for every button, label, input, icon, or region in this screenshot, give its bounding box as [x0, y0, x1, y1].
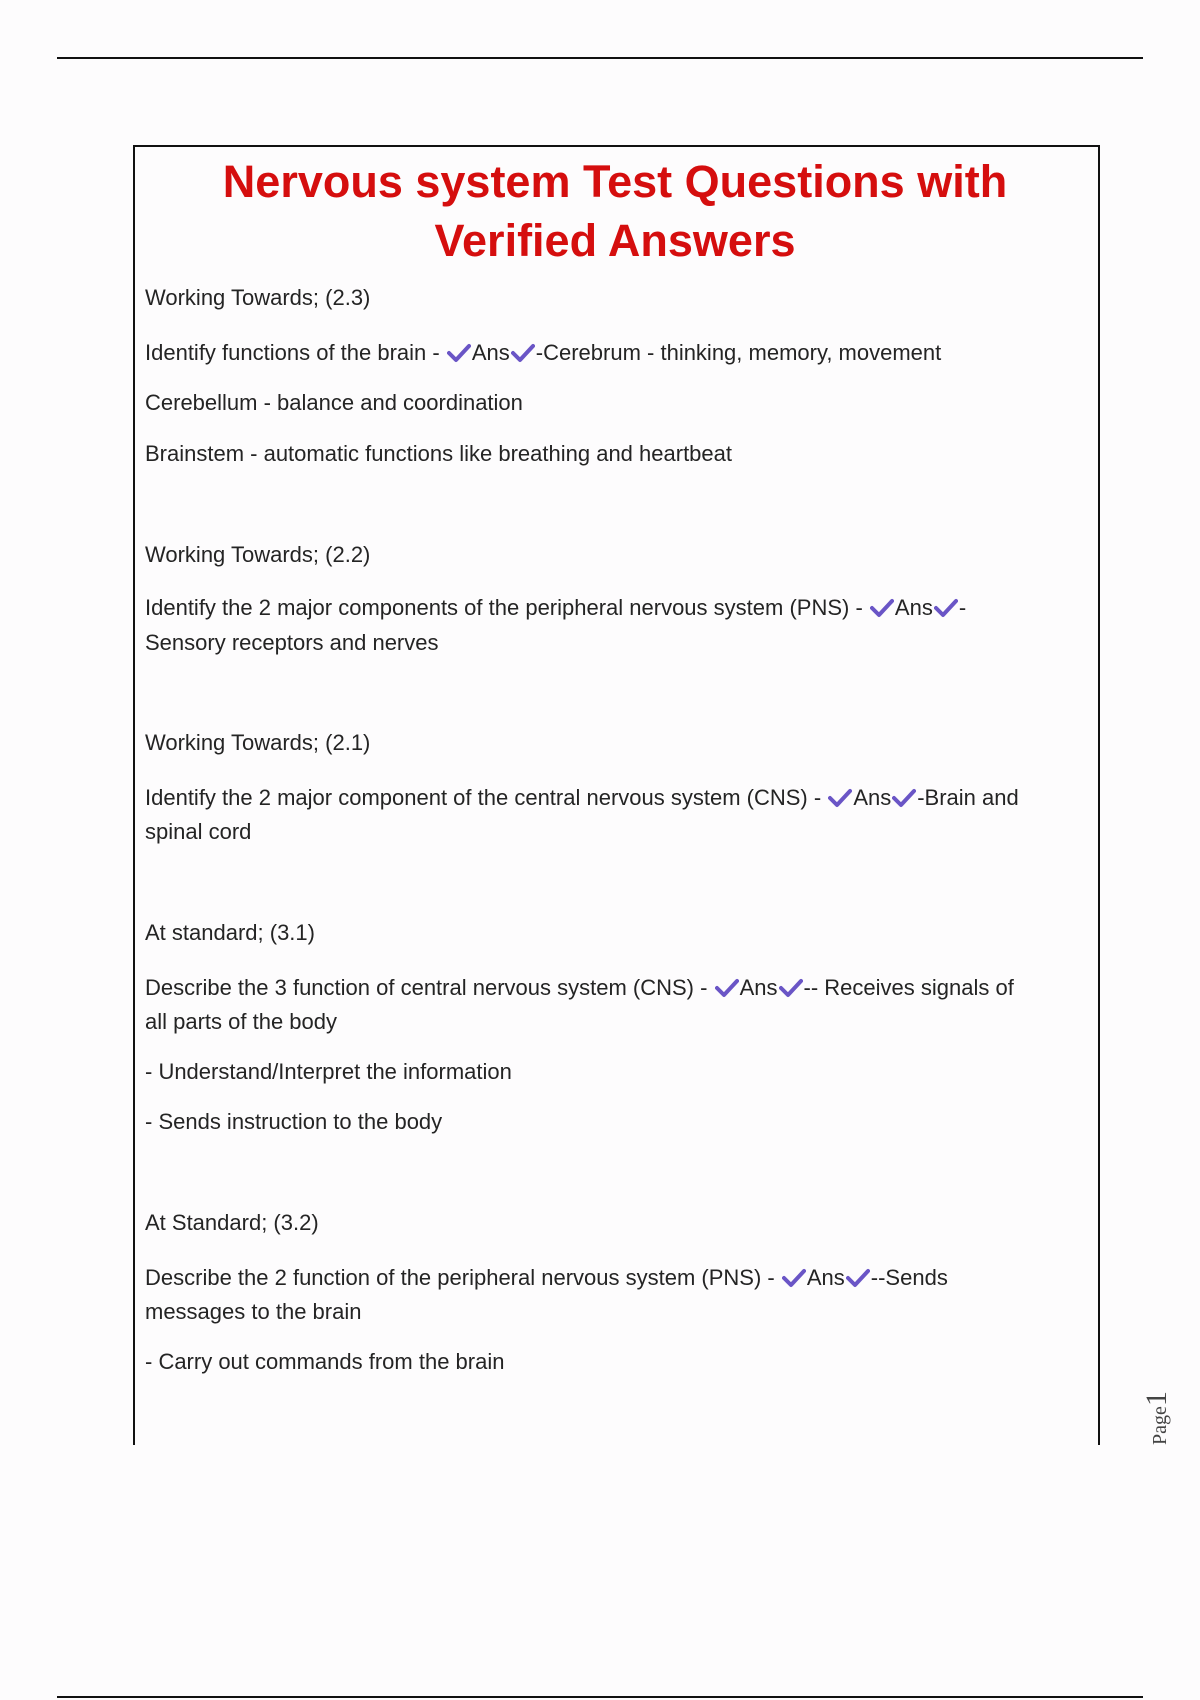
- answer-marker: Ans: [853, 785, 892, 810]
- check-icon: [782, 1268, 806, 1288]
- q1-question: Identify functions of the brain -: [145, 340, 440, 365]
- footer-rule: [57, 1696, 1143, 1698]
- q3-question-line: [145, 780, 1090, 815]
- q3-level: Working Towards; (2.1): [145, 730, 371, 755]
- check-icon: [846, 1268, 870, 1288]
- q3-answer-continued: spinal cord: [145, 819, 252, 844]
- q5-level: At Standard; (3.2): [145, 1210, 319, 1235]
- q4-level: At standard; (3.1): [145, 920, 315, 945]
- answer-marker: Ans: [806, 1265, 845, 1290]
- q3-answer: -Brain and: [917, 785, 1019, 810]
- page-number: [1140, 1391, 1174, 1445]
- page-number-value: 1: [1140, 1391, 1173, 1407]
- check-icon: [934, 598, 958, 618]
- check-icon: [828, 788, 852, 808]
- q2-answer-continued: Sensory receptors and nerves: [145, 630, 439, 655]
- check-icon: [892, 788, 916, 808]
- q5-question: Describe the 2 function of the peripheral nervous system (PNS) -: [145, 1265, 775, 1290]
- q1-question-line: [145, 335, 1090, 370]
- q1-level: Working Towards; (2.3): [145, 285, 371, 310]
- q1-answer: -Cerebrum - thinking, memory, movement: [535, 340, 942, 365]
- page-label: Page: [1149, 1406, 1171, 1445]
- header-rule: [57, 57, 1143, 59]
- check-icon: [511, 343, 535, 363]
- q2-answer: -: [958, 595, 967, 620]
- q5-answer-continued: messages to the brain: [145, 1299, 362, 1324]
- q4-answer: -- Receives signals of: [803, 975, 1014, 1000]
- check-icon: [715, 978, 739, 998]
- q1-extra-2: Brainstem - automatic functions like breathing and heartbeat: [145, 441, 732, 466]
- q1-extra-1: Cerebellum - balance and coordination: [145, 390, 523, 415]
- q4-answer-continued: all parts of the body: [145, 1009, 338, 1034]
- answer-marker: Ans: [894, 595, 933, 620]
- check-icon: [447, 343, 471, 363]
- q4-extra-2: - Sends instruction to the body: [145, 1109, 443, 1134]
- q4-question-line: [145, 970, 1090, 1005]
- q5-answer: --Sends: [870, 1265, 948, 1290]
- q5-question-line: [145, 1260, 1090, 1295]
- check-icon: [870, 598, 894, 618]
- answer-marker: Ans: [739, 975, 778, 1000]
- q2-question: Identify the 2 major components of the peripheral nervous system (PNS) -: [145, 595, 863, 620]
- q3-question: Identify the 2 major component of the central nervous system (CNS) -: [145, 785, 822, 810]
- answer-marker: Ans: [471, 340, 510, 365]
- q5-extra-1: - Carry out commands from the brain: [145, 1349, 505, 1374]
- q4-extra-1: - Understand/Interpret the information: [145, 1059, 512, 1084]
- q2-question-line: [145, 590, 1090, 625]
- q2-level: Working Towards; (2.2): [145, 542, 371, 567]
- document-title: Nervous system Test Questions with Verified Answers: [222, 156, 1008, 266]
- check-icon: [779, 978, 803, 998]
- q4-question: Describe the 3 function of central nervous system (CNS) -: [145, 975, 708, 1000]
